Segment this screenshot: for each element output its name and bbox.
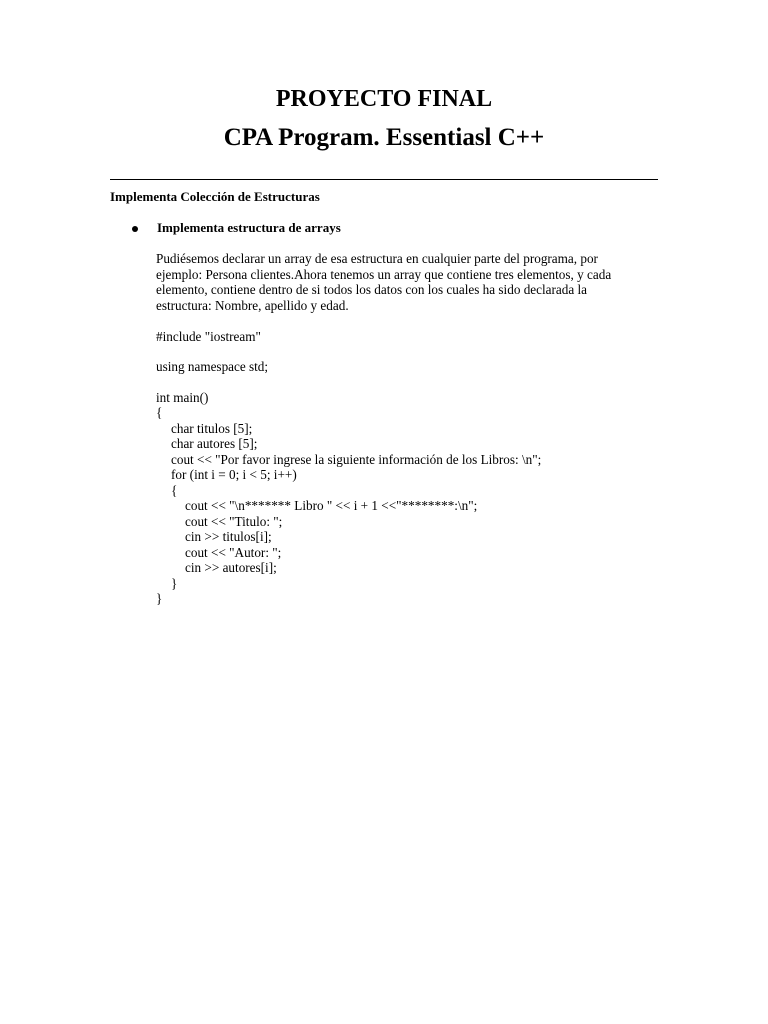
- code-line: }: [156, 591, 163, 606]
- code-line: {: [171, 483, 178, 498]
- code-line: cout << "Por favor ingrese la siguiente información de los Libros: \n";: [171, 452, 542, 467]
- bullet-icon: [132, 226, 138, 232]
- code-line: cin >> autores[i];: [185, 560, 277, 575]
- code-line: int main(): [156, 390, 209, 405]
- section-heading: Implementa Colección de Estructuras: [110, 189, 320, 204]
- document-title: PROYECTO FINAL: [275, 86, 493, 112]
- code-line: cout << "Titulo: ";: [185, 514, 283, 529]
- code-line: for (int i = 0; i < 5; i++): [171, 467, 297, 482]
- horizontal-rule: [110, 179, 658, 180]
- code-line: char autores [5];: [171, 436, 258, 451]
- description-paragraph: [156, 251, 636, 313]
- code-line: }: [171, 576, 178, 591]
- code-line: cout << "\n******* Libro " << i + 1 <<"********:\n";: [185, 498, 478, 513]
- code-include: #include "iostream": [156, 329, 261, 344]
- paragraph-line: ejemplo: Persona clientes.Ahora tenemos un array que contiene tres elementos, y cada: [156, 266, 612, 282]
- paragraph-line: estructura: Nombre, apellido y edad.: [156, 297, 349, 313]
- paragraph-line: elemento, contiene dentro de si todos los datos con los cuales ha sido declarada la: [156, 282, 588, 297]
- code-line: {: [156, 405, 163, 420]
- code-line: cout << "Autor: ";: [185, 545, 282, 560]
- bullet-heading: Implementa estructura de arrays: [157, 220, 341, 235]
- code-line: char titulos [5];: [171, 421, 253, 436]
- paragraph-line: Pudiésemos declarar un array de esa estructura en cualquier parte del programa, por: [156, 251, 598, 266]
- document-subtitle: CPA Program. Essentiasl C++: [223, 124, 545, 151]
- code-line: cin >> titulos[i];: [185, 529, 272, 544]
- code-using: using namespace std;: [156, 359, 269, 374]
